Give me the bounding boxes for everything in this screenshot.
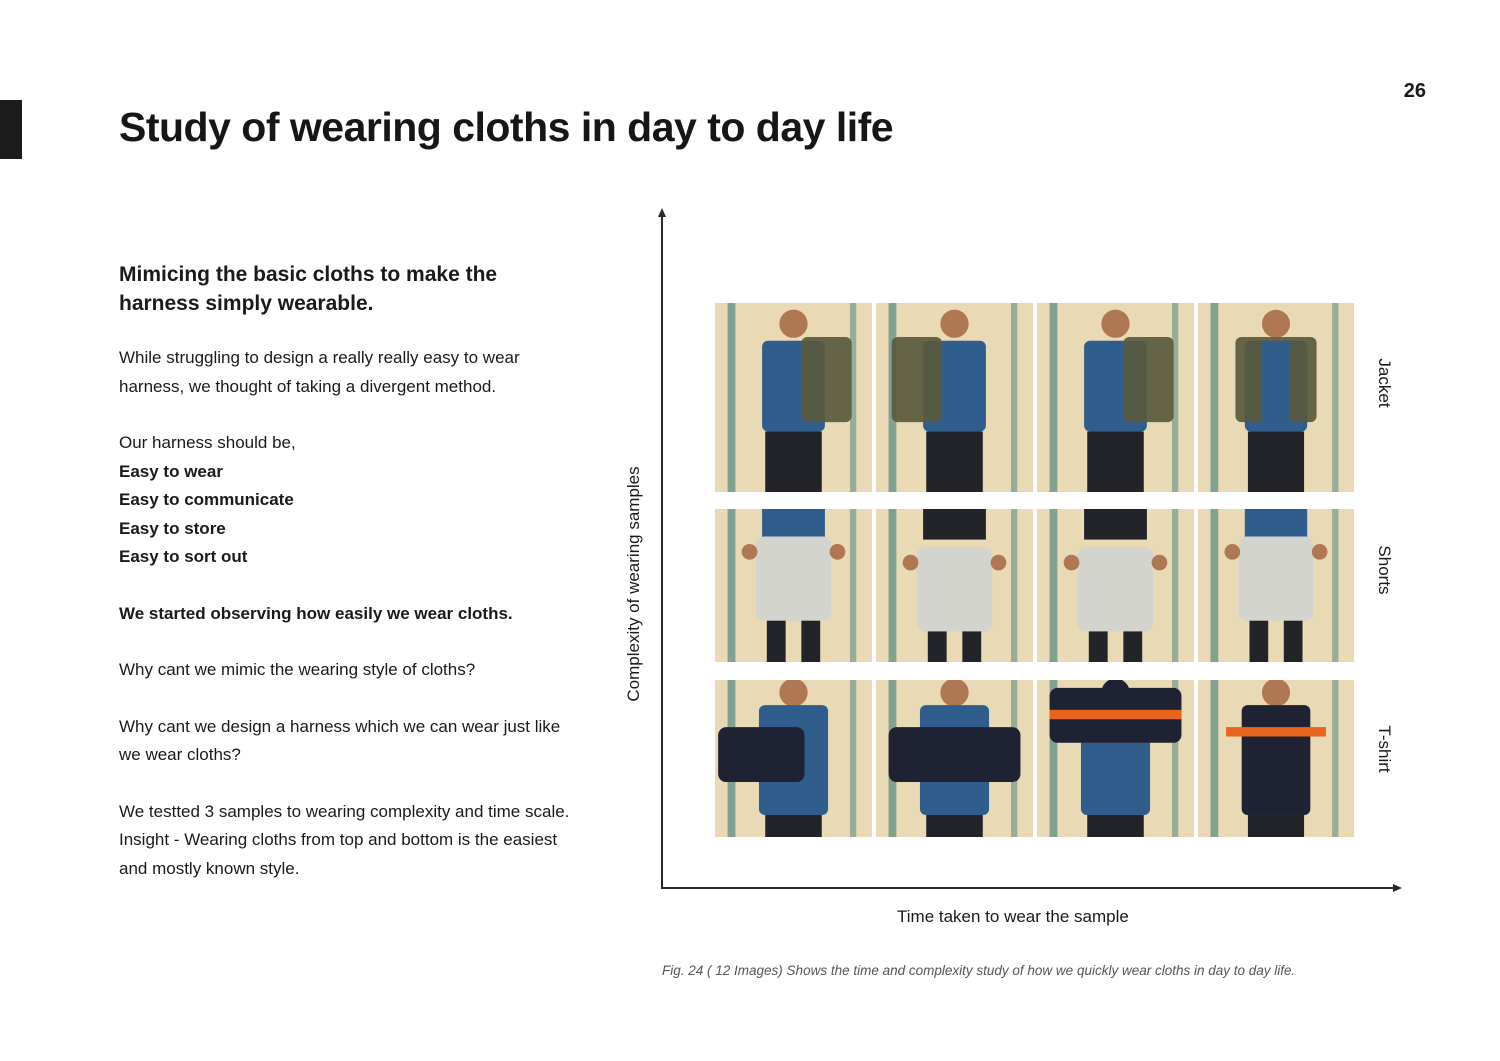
photo-shorts-4 <box>1198 509 1354 662</box>
question-two: Why cant we design a harness which we can wear just like we wear cloths? <box>119 716 561 764</box>
y-axis-arrow <box>658 208 666 217</box>
photo-shorts-3 <box>1037 509 1194 662</box>
page-title: Study of wearing cloths in day to day life <box>119 104 894 150</box>
photo-jacket-4 <box>1198 303 1354 492</box>
row-label-tshirt: T-shirt <box>1375 725 1394 773</box>
row-label-shorts: Shorts <box>1375 545 1394 595</box>
photo-jacket-2 <box>876 303 1033 492</box>
y-axis-label: Complexity of wearing samples <box>624 466 643 702</box>
page-edge-marker <box>0 100 22 159</box>
photo-tshirt-3 <box>1037 680 1194 837</box>
y-axis-line <box>661 216 663 889</box>
list-item: Easy to communicate <box>119 490 294 509</box>
photo-shorts-2 <box>876 509 1033 662</box>
list-intro: Our harness should be, <box>119 433 296 452</box>
tested-paragraph: We testted 3 samples to wearing complexity and time scale. <box>119 801 570 821</box>
photo-jacket-3 <box>1037 303 1194 492</box>
row-label-jacket: Jacket <box>1375 358 1394 408</box>
photo-tshirt-4 <box>1198 680 1354 837</box>
section-subheading: Mimicing the basic cloths to make the harness simply wearable. <box>119 263 498 315</box>
text-column <box>119 260 579 883</box>
list-item: Easy to wear <box>119 461 223 481</box>
page-number: 26 <box>1403 80 1426 102</box>
list-item: Easy to store <box>119 518 226 538</box>
observe-text: We started observing how easily we wear cloths. <box>119 603 513 623</box>
x-axis-arrow <box>1393 884 1402 892</box>
intro-paragraph: While struggling to design a really really easy to wear harness, we thought of taking a divergent method. <box>119 348 520 396</box>
figure-caption: Fig. 24 ( 12 Images) Shows the time and complexity study of how we quickly wear cloths in day to day life. <box>662 963 1296 978</box>
x-axis-line <box>661 887 1395 889</box>
photo-tshirt-2 <box>876 680 1033 837</box>
insight-paragraph: Insight - Wearing cloths from top and bottom is the easiest and mostly known style. <box>119 830 558 878</box>
x-axis-label: Time taken to wear the sample <box>897 907 1129 926</box>
question-one: Why cant we mimic the wearing style of cloths? <box>119 660 476 679</box>
photo-shorts-1 <box>715 509 872 662</box>
list-item: Easy to sort out <box>119 547 248 566</box>
observe-paragraph <box>119 600 579 629</box>
photo-tshirt-1 <box>715 680 872 837</box>
photo-jacket-1 <box>715 303 872 492</box>
requirements-block <box>119 429 579 572</box>
